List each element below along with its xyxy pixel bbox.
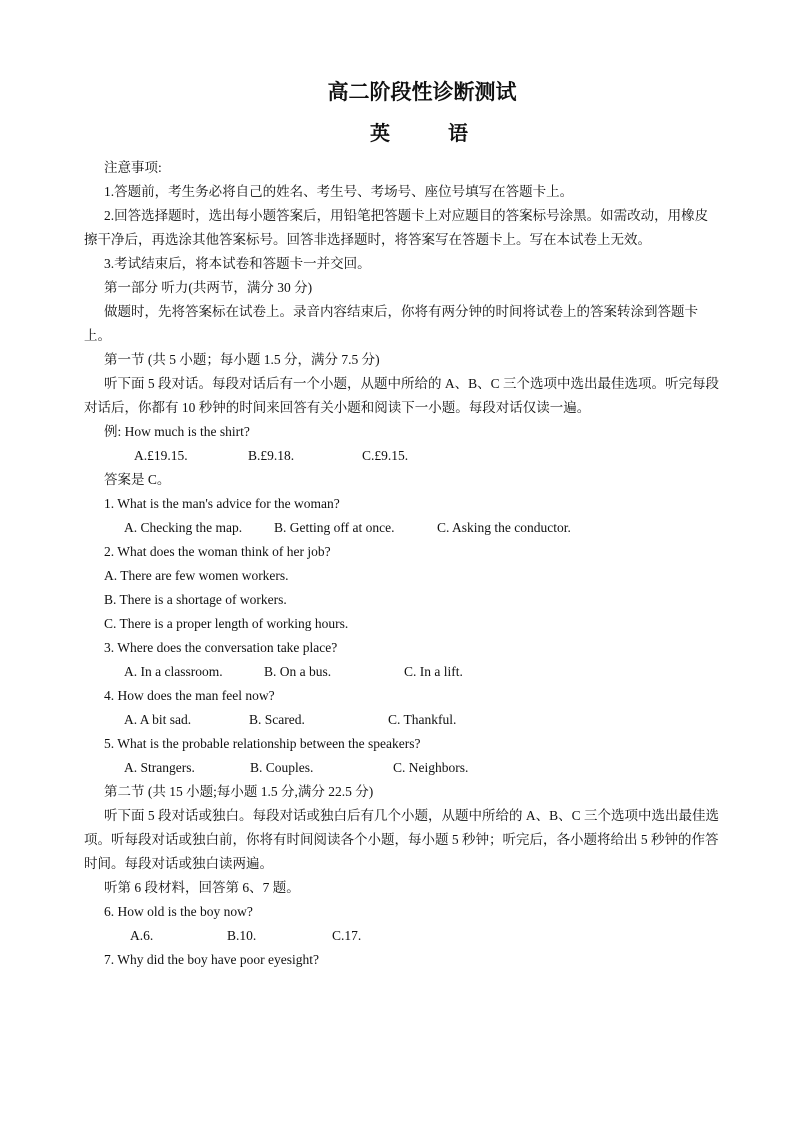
option-b: B. Getting off at once. [274, 520, 395, 535]
question-6: 6. How old is the boy now? [104, 904, 253, 919]
question-7: 7. Why did the boy have poor eyesight? [104, 952, 319, 967]
note-3: 3.考试结束后，将本试卷和答题卡一并交回。 [104, 256, 371, 271]
question-1: 1. What is the man's advice for the woman? [104, 496, 340, 511]
subject-heading [118, 118, 720, 148]
question-4-options [84, 708, 720, 732]
example-options [84, 444, 720, 468]
option-a: A. There are few women workers. [104, 568, 289, 583]
section2-heading: 第二节 (共 15 小题;每小题 1.5 分,满分 22.5 分) [104, 784, 374, 799]
note-1: 1.答题前，考生务必将自己的姓名、考生号、考场号、座位号填写在答题卡上。 [104, 184, 574, 199]
option-a: A. In a classroom. [124, 664, 223, 679]
question-3-options [84, 660, 720, 684]
part1-heading: 第一部分 听力(共两节，满分 30 分) [104, 280, 313, 295]
option-b: B. Scared. [249, 712, 305, 727]
subject-char-2: 语 [448, 121, 468, 145]
question-5-options [84, 756, 720, 780]
option-a: A. Strangers. [124, 760, 195, 775]
option-c: C. Thankful. [388, 712, 457, 727]
option-b: B.£9.18. [248, 448, 295, 463]
section1-instructions: 听下面 5 段对话。每段对话后有一个小题，从题中所给的 A、B、C 三个选项中选出最佳选项。听完每段对话后，你都有 10 秒钟的时间来回答有关小题和阅读下一小题。每段对话仅读一遍。 [84, 376, 720, 415]
option-b: B. There is a shortage of workers. [104, 592, 287, 607]
exam-title: 高二阶段性诊断测试 [327, 80, 517, 104]
option-c: C. In a lift. [404, 664, 463, 679]
notes-heading: 注意事项: [104, 160, 162, 175]
option-a: A.6. [130, 928, 154, 943]
example-answer: 答案是 C。 [104, 472, 171, 487]
option-c: C. There is a proper length of working hours. [104, 616, 349, 631]
question-1-options [84, 516, 720, 540]
question-5: 5. What is the probable relationship between the speakers? [104, 736, 421, 751]
section1-heading: 第一节 (共 5 小题；每小题 1.5 分，满分 7.5 分) [104, 352, 380, 367]
option-c: C.17. [332, 928, 362, 943]
subject-char-1: 英 [370, 121, 390, 145]
material-6-instructions: 听第 6 段材料，回答第 6、7 题。 [104, 880, 300, 895]
section2-instructions: 听下面 5 段对话或独白。每段对话或独白后有几个小题，从题中所给的 A、B、C 三个选项中选出最佳选项。听每段对话或独白前，你将有时间阅读各个小题，每小题 5 秒钟；听完后，各小题将给出 5 秒钟的作答时间。每段对话或独白读两遍。 [84, 808, 720, 871]
option-a: A. Checking the map. [124, 520, 243, 535]
question-4: 4. How does the man feel now? [104, 688, 275, 703]
example-question: 例: How much is the shirt? [104, 424, 250, 439]
question-6-options [84, 924, 720, 948]
option-c: C. Asking the conductor. [437, 520, 571, 535]
option-a: A. A bit sad. [124, 712, 192, 727]
option-b: B.10. [227, 928, 257, 943]
option-a: A.£19.15. [134, 448, 188, 463]
option-c: C.£9.15. [362, 448, 409, 463]
part1-instructions: 做题时，先将答案标在试卷上。录音内容结束后，你将有两分钟的时间将试卷上的答案转涂到答题卡上。 [84, 304, 698, 343]
option-b: B. Couples. [250, 760, 314, 775]
question-2: 2. What does the woman think of her job? [104, 544, 331, 559]
note-2: 2.回答选择题时，选出每小题答案后，用铅笔把答题卡上对应题目的答案标号涂黑。如需改动，用橡皮擦干净后，再选涂其他答案标号。回答非选择题时，将答案写在答题卡上。写在本试卷上无效。 [84, 208, 709, 247]
option-c: C. Neighbors. [393, 760, 469, 775]
option-b: B. On a bus. [264, 664, 332, 679]
question-3: 3. Where does the conversation take place? [104, 640, 338, 655]
